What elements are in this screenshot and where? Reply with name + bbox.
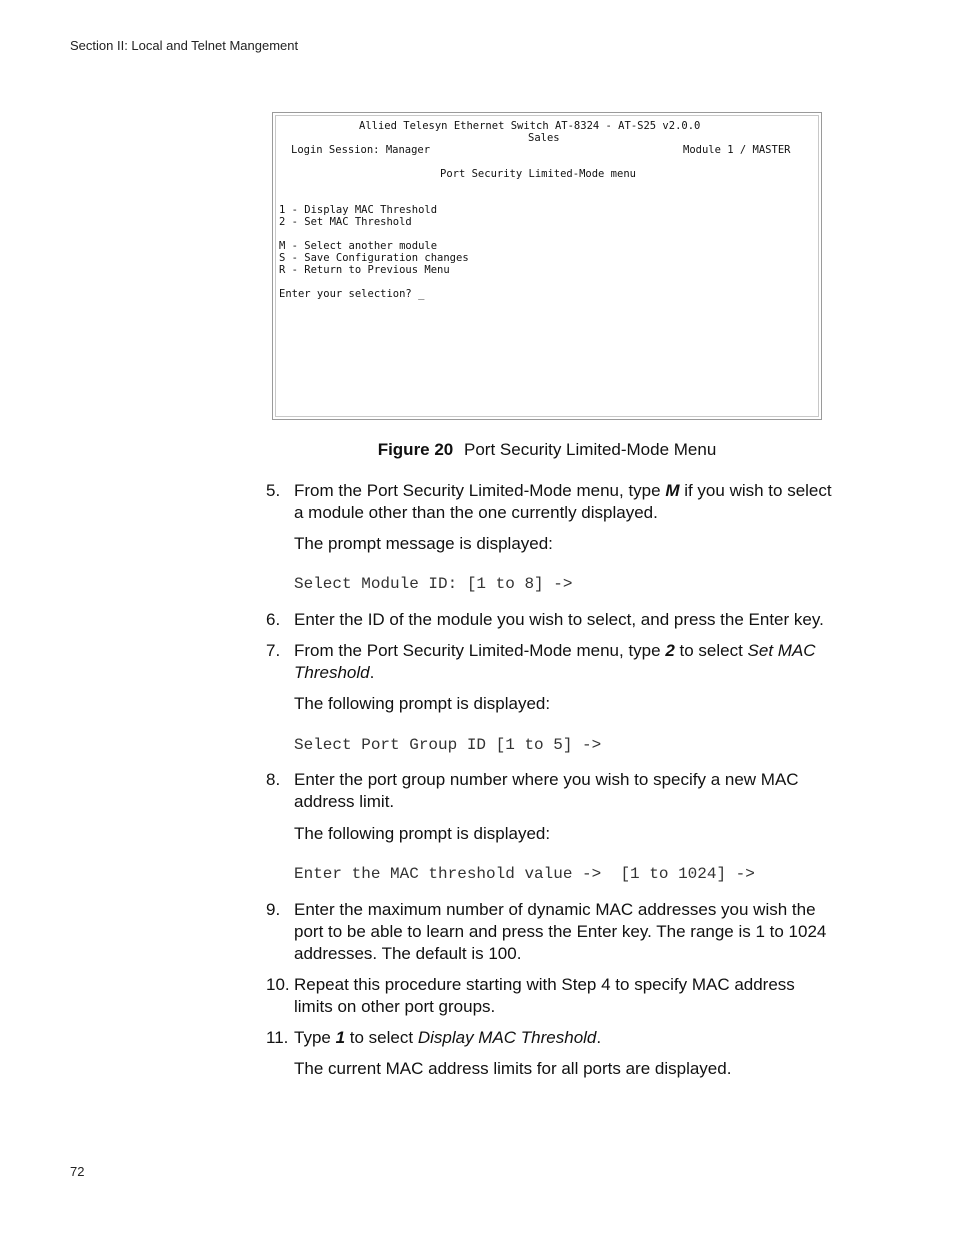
terminal-menu-item: 2 - Set MAC Threshold [279,216,412,228]
terminal-menu-title: Port Security Limited-Mode menu [440,168,636,180]
step-number: 8. [266,770,281,789]
figure-caption [272,440,822,460]
step-text: From the Port Security Limited-Mode menu, type M if you wish to select a module other than the one currently displayed. [294,481,832,522]
key-letter: 1 [335,1028,346,1047]
step-number: 11. [266,1028,289,1047]
key-letter: M [665,481,680,500]
step-11-note: The current MAC address limits for all ports are displayed. [294,1059,732,1078]
terminal-menu-item: R - Return to Previous Menu [279,264,450,276]
step-number: 5. [266,481,281,500]
step-7 [266,640,836,684]
step-5-note: The prompt message is displayed: [294,534,553,553]
terminal-menu-item: 1 - Display MAC Threshold [279,204,438,216]
step-number: 10. [266,975,290,994]
step-number: 9. [266,900,281,919]
step-text: Enter the port group number where you wish to specify a new MAC address limit. [294,770,799,811]
page-number: 72 [70,1164,85,1179]
key-letter: 2 [665,641,675,660]
step-8-prompt-code: Enter the MAC threshold value -> [1 to 1024] -> [294,865,755,883]
terminal-module: Module 1 / MASTER [683,144,791,156]
step-number: 6. [266,610,281,629]
figure-title: Port Security Limited-Mode Menu [464,440,717,459]
step-8 [266,769,836,813]
step-6 [266,609,836,631]
terminal-screenshot [272,112,822,420]
step-8-note: The following prompt is displayed: [294,824,551,843]
step-text: Enter the maximum number of dynamic MAC addresses you wish the port to be able to learn and press the Enter key. The range is 1 to 1024 addresses. The default is 100. [294,900,827,963]
menu-option-name: Set MAC Threshold [294,641,816,682]
step-text: Repeat this procedure starting with Step 4 to specify MAC address limits on other port groups. [294,975,795,1016]
step-5 [266,480,836,524]
step-7-note: The following prompt is displayed: [294,694,551,713]
menu-option-name: Display MAC Threshold [417,1028,597,1047]
step-11 [266,1027,836,1049]
terminal-login-session: Login Session: Manager [291,144,431,156]
section-header: Section II: Local and Telnet Mangement [70,38,299,53]
terminal-system-name: Sales [528,132,560,144]
terminal-prompt: Enter your selection? _ [279,288,425,300]
step-9 [266,899,836,965]
step-10 [266,974,836,1018]
step-text: From the Port Security Limited-Mode menu, type 2 to select Set MAC Threshold. [294,641,816,682]
terminal-title-line: Allied Telesyn Ethernet Switch AT-8324 - AT-S25 v2.0.0 [359,120,701,132]
step-number: 7. [266,641,281,660]
step-text: Type 1 to select Display MAC Threshold. [294,1028,602,1047]
step-text: Enter the ID of the module you wish to select, and press the Enter key. [294,610,824,629]
step-7-prompt-code: Select Port Group ID [1 to 5] -> [294,736,602,754]
terminal-menu-item: S - Save Configuration changes [279,252,469,264]
terminal-menu-item: M - Select another module [279,240,438,252]
step-5-prompt-code: Select Module ID: [1 to 8] -> [294,575,573,593]
figure-number: Figure 20 [377,440,454,459]
